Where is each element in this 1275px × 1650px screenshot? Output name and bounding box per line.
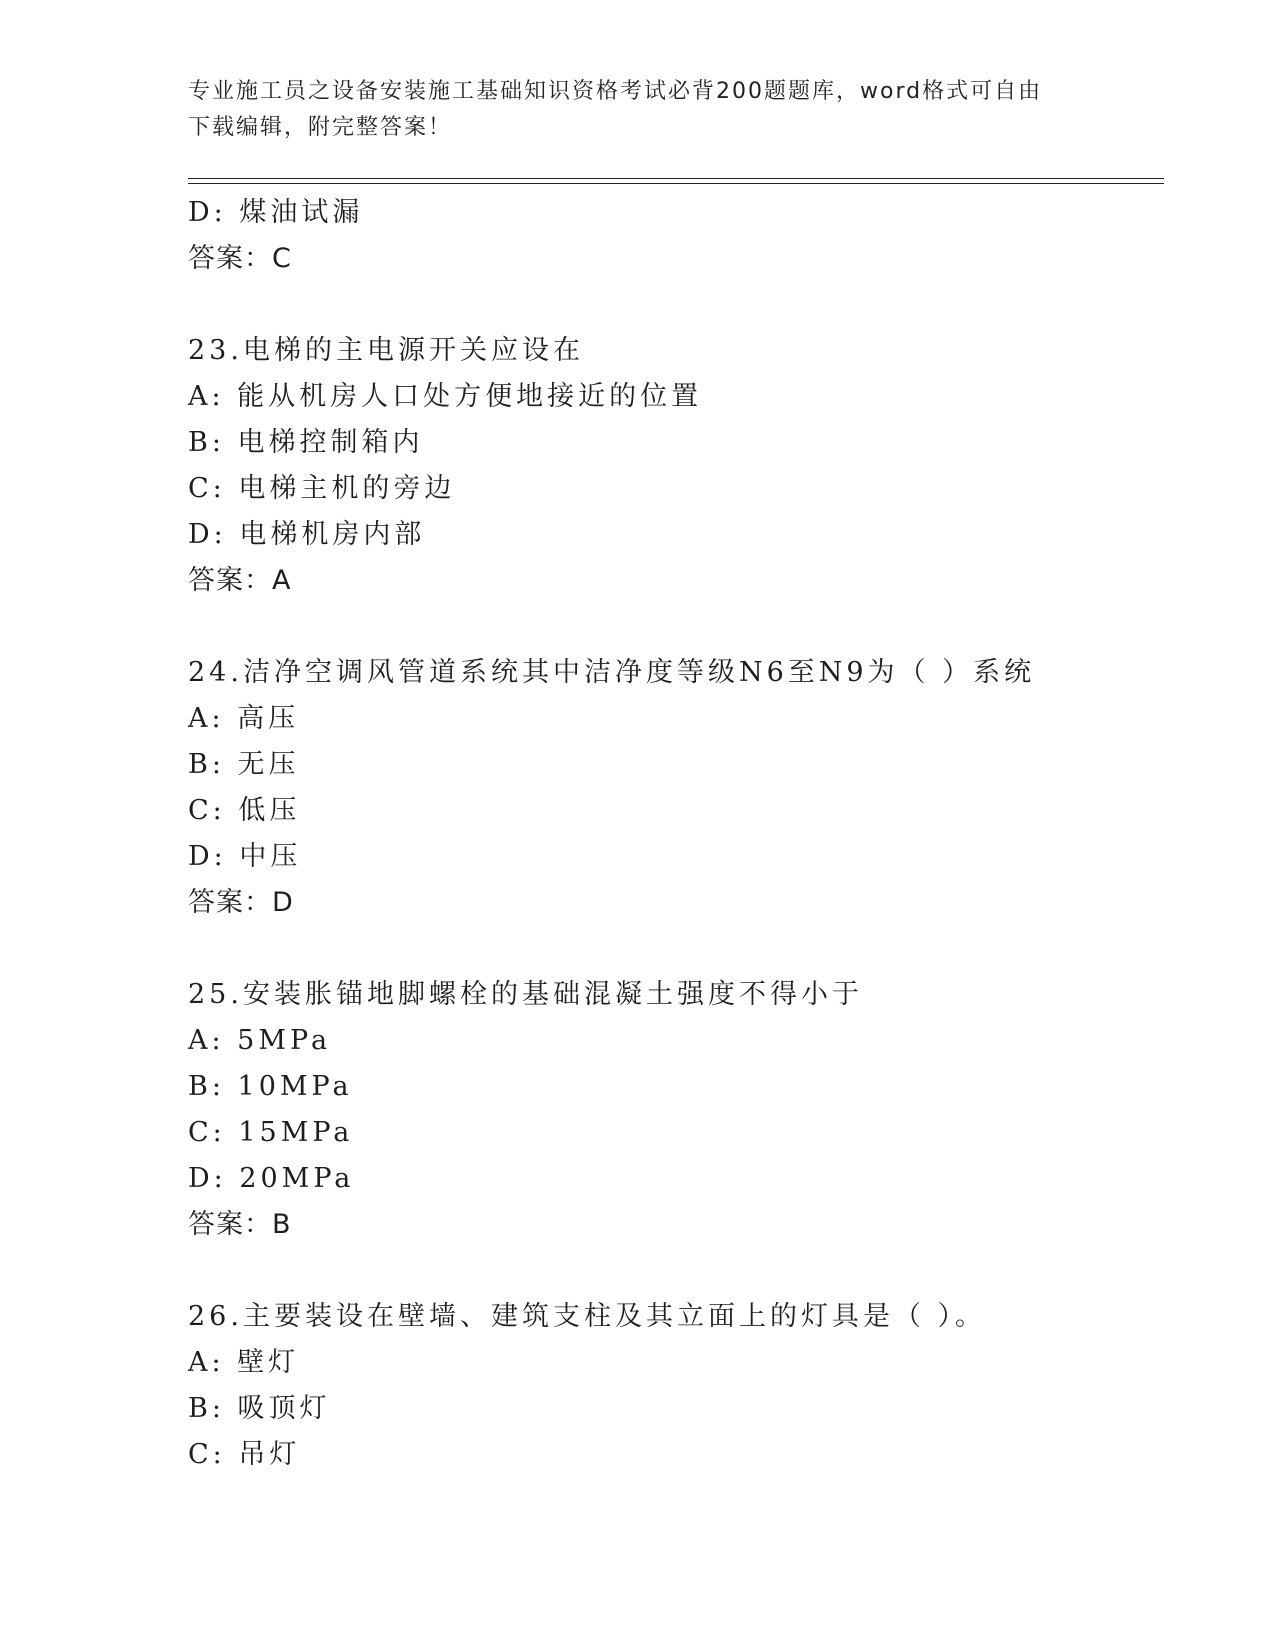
answer: 答案：D [188,887,294,918]
question-25 [188,972,1168,1248]
question-26 [188,1294,1168,1478]
option-d: D: 中压 [188,841,302,872]
header-divider-top [188,178,1164,179]
answer: 答案：B [188,1209,292,1240]
option-b: B: 电梯控制箱内 [188,427,424,458]
answer: 答案：A [188,565,292,596]
option-c: C: 低压 [188,795,301,826]
option-c: C: 吊灯 [188,1439,301,1470]
spacer [188,926,1168,972]
option-a: A: 高压 [188,703,300,734]
question-stem: 26.主要装设在壁墙、建筑支柱及其立面上的灯具是（ ）。 [188,1301,987,1332]
header-divider-bottom [188,183,1164,184]
document-header [188,74,1088,146]
question-24 [188,650,1168,926]
option-d: D: 电梯机房内部 [188,519,426,550]
option-b: B: 吸顶灯 [188,1393,331,1424]
question-stem: 25.安装胀锚地脚螺栓的基础混凝土强度不得小于 [188,979,863,1010]
option-a: A: 壁灯 [188,1347,300,1378]
header-line-2: 下载编辑，附完整答案！ [188,115,453,140]
option-c: C: 电梯主机的旁边 [188,473,456,504]
option-c: C: 15MPa [188,1117,354,1148]
question-list [188,190,1168,1478]
option-a: A: 5MPa [188,1025,332,1056]
spacer [188,282,1168,328]
header-line-1: 专业施工员之设备安装施工基础知识资格考试必背200题题库，word格式可自由 [188,79,1043,104]
prev-question-option-d: D: 煤油试漏 [188,197,364,228]
spacer [188,604,1168,650]
question-stem: 24.洁净空调风管道系统其中洁净度等级N6至N9为（ ）系统 [188,657,1036,688]
option-d: D: 20MPa [188,1163,355,1194]
option-b: B: 10MPa [188,1071,353,1102]
question-stem: 23.电梯的主电源开关应设在 [188,335,584,366]
question-23 [188,328,1168,604]
spacer [188,1248,1168,1294]
option-a: A: 能从机房人口处方便地接近的位置 [188,381,703,412]
option-b: B: 无压 [188,749,300,780]
prev-question-answer: 答案：C [188,243,292,274]
